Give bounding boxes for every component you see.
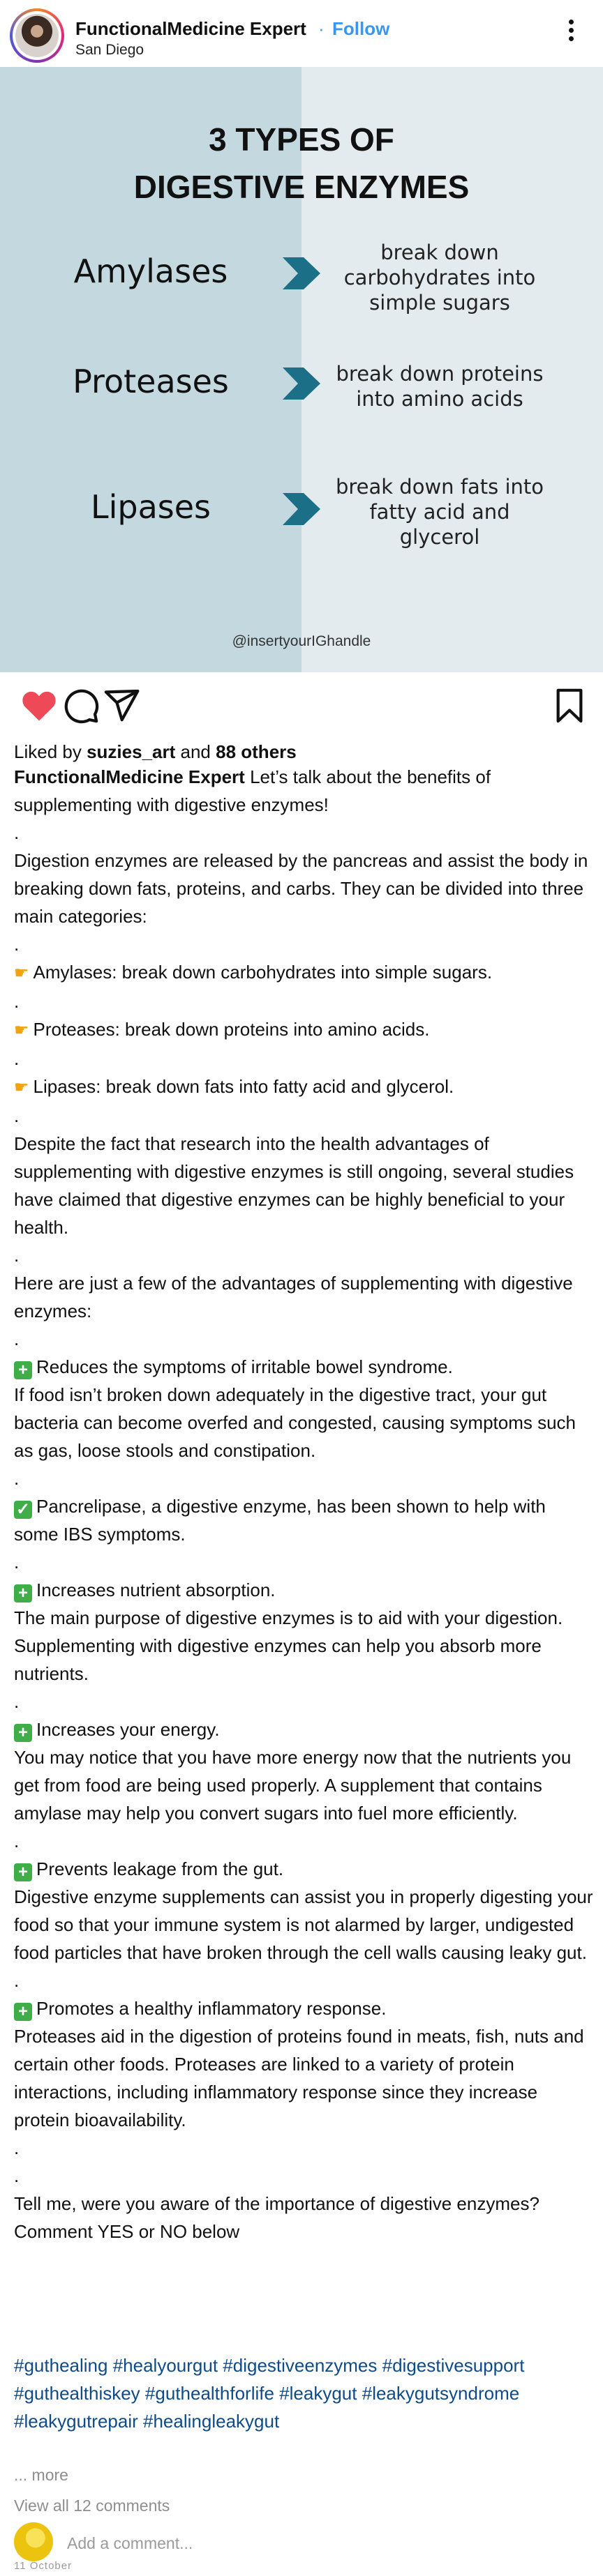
post-image[interactable] xyxy=(0,67,603,672)
caption-heading-inflammatory: Promotes a healthy inflammatory response. xyxy=(36,1998,387,2019)
hashtags xyxy=(14,2351,593,2435)
caption-digestion: Digestion enzymes are released by the pancreas and assist the body in breaking down fats, proteins, and carbs. They can be divided into three main categories: xyxy=(14,850,593,927)
post-header xyxy=(0,0,603,67)
caption-bullet-lipases: Lipases: break down fats into fatty acid and glycerol. xyxy=(33,1076,454,1097)
caption-dot: . xyxy=(14,934,20,955)
arrow-right-icon xyxy=(283,493,320,525)
location[interactable]: San Diego xyxy=(75,42,144,58)
more-link[interactable]: ... more xyxy=(14,2466,68,2484)
check-box-icon: ✓ xyxy=(14,1501,32,1519)
caption-heading-nutrient: Increases nutrient absorption. xyxy=(36,1579,276,1600)
pointing-hand-icon: ☛ xyxy=(14,964,29,983)
plus-box-icon: + xyxy=(14,1724,32,1742)
enzyme-desc-amylases: break down carbohydrates into simple sugars xyxy=(343,241,536,315)
caption-dot: . xyxy=(14,1552,20,1573)
caption-dot: . xyxy=(14,2137,20,2158)
caption-dot: . xyxy=(14,1328,20,1349)
caption-leakage: Digestive enzyme supplements can assist you in properly digesting your food so that your immune system is not alarmed by larger, undigested food particles that have broken through the cell walls causing leaky gut. xyxy=(14,1886,598,1963)
caption-question: Tell me, were you aware of the importance of digestive enzymes? Comment YES or NO below xyxy=(14,2193,545,2242)
arrow-right-icon xyxy=(283,368,320,400)
separator-dot: · xyxy=(318,18,325,39)
caption-dot: . xyxy=(14,822,20,843)
comment-icon[interactable] xyxy=(61,686,100,725)
caption-dot: . xyxy=(14,2165,20,2186)
pointing-hand-icon: ☛ xyxy=(14,1021,29,1040)
action-bar xyxy=(0,672,603,742)
caption-advantages: Here are just a few of the advantages of supplementing with digestive enzymes: xyxy=(14,1273,578,1321)
hashtag[interactable]: #digestivesupport xyxy=(382,2355,525,2376)
caption-username[interactable]: FunctionalMedicine Expert xyxy=(14,766,245,787)
caption-inflammatory: Proteases aid in the digestion of proteins found in meats, fish, nuts and certain other foods. Proteases are linked to a variety of protein interactions, including inflammatory response since they increase protein bioavailability. xyxy=(14,2026,589,2130)
plus-box-icon: + xyxy=(14,1863,32,1881)
caption-heading-energy: Increases your energy. xyxy=(36,1719,220,1740)
plus-box-icon: + xyxy=(14,2003,32,2021)
hashtag[interactable]: #healingleakygut xyxy=(143,2411,280,2432)
caption-energy: You may notice that you have more energy now that the nutrients you get from food are being used properly. A supplement that contains amylase may help you convert sugars into fuel more efficiently. xyxy=(14,1747,576,1824)
caption-dot: . xyxy=(14,1831,20,1851)
caption-dot: . xyxy=(14,1245,20,1266)
hashtag[interactable]: #guthealthforlife xyxy=(144,2383,274,2404)
enzyme-desc-proteases: break down proteins into amino acids xyxy=(336,362,544,411)
pointing-hand-icon: ☛ xyxy=(14,1078,29,1097)
hashtag[interactable]: #guthealing xyxy=(14,2355,108,2376)
hashtag[interactable]: #leakygutrepair xyxy=(14,2411,138,2432)
caption-pancrelipase: Pancrelipase, a digestive enzyme, has been shown to help with some IBS symptoms. xyxy=(14,1496,551,1545)
hashtag[interactable]: #digestiveenzymes xyxy=(223,2355,378,2376)
caption-nutrient: The main purpose of digestive enzymes is to aid with your digestion. Supplementing with digestive enzymes can help you absorb more nutrients. xyxy=(14,1607,568,1684)
more-vertical-icon[interactable] xyxy=(564,20,578,47)
enzyme-name-amylases: Amylases xyxy=(73,252,228,290)
hashtag[interactable]: #leakygut xyxy=(279,2383,357,2404)
plus-box-icon: + xyxy=(14,1584,32,1603)
bookmark-icon[interactable] xyxy=(550,686,589,725)
enzyme-name-lipases: Lipases xyxy=(90,488,211,526)
caption-dot: . xyxy=(14,1691,20,1712)
username[interactable]: FunctionalMedicine Expert xyxy=(75,18,306,39)
hashtag[interactable]: #guthealthiskey xyxy=(14,2383,140,2404)
caption-dot: . xyxy=(14,1970,20,1991)
image-title: 3 TYPES OF DIGESTIVE ENZYMES xyxy=(133,121,470,205)
post-date: 11 October xyxy=(14,2560,73,2572)
caption-intro: Let’s talk about the benefits of supplementing with digestive enzymes! xyxy=(14,766,496,815)
caption-ibs: If food isn’t broken down adequately in the digestive tract, your gut bacteria can become overfed and congested, causing symptoms such as gas, loose stools and constipation. xyxy=(14,1384,581,1461)
caption-dot: . xyxy=(14,991,20,1012)
caption-dot: . xyxy=(14,1468,20,1489)
avatar xyxy=(14,2522,53,2561)
enzyme-desc-lipases: break down fats into fatty acid and glycerol xyxy=(335,475,544,549)
enzyme-name-proteases: Proteases xyxy=(73,363,229,400)
caption-research: Despite the fact that research into the health advantages of supplementing with digestive enzymes is still ongoing, several studies have claimed that digestive enzymes can be highly beneficial to your health. xyxy=(14,1133,579,1238)
likes-joiner: and xyxy=(180,741,211,762)
caption-dot: . xyxy=(14,1105,20,1126)
share-icon[interactable] xyxy=(102,686,141,725)
view-comments-link[interactable]: View all 12 comments xyxy=(14,2497,170,2515)
arrow-right-icon xyxy=(283,257,320,289)
liked-by-user[interactable]: suzies_art xyxy=(87,741,176,762)
add-comment-row xyxy=(14,2522,589,2564)
comment-input[interactable] xyxy=(67,2532,556,2554)
heart-icon[interactable] xyxy=(20,686,59,725)
likes-line xyxy=(14,741,297,763)
hashtag[interactable]: #leakygutsyndrome xyxy=(362,2383,520,2404)
caption-bullet-proteases: Proteases: break down proteins into amino acids. xyxy=(33,1019,430,1040)
likes-others[interactable]: 88 others xyxy=(216,741,297,762)
hashtag[interactable]: #healyourgut xyxy=(112,2355,218,2376)
caption-heading-ibs: Reduces the symptoms of irritable bowel syndrome. xyxy=(36,1356,453,1377)
caption-dot: . xyxy=(14,1048,20,1069)
post-caption xyxy=(14,763,598,2245)
likes-prefix: Liked by xyxy=(14,741,82,762)
plus-box-icon: + xyxy=(14,1361,32,1379)
caption-bullet-amylases: Amylases: break down carbohydrates into simple sugars. xyxy=(33,962,493,983)
follow-button[interactable]: Follow xyxy=(332,18,390,39)
profile-avatar[interactable] xyxy=(10,8,64,63)
image-handle: @insertyourIGhandle xyxy=(232,633,371,649)
caption-heading-leakage: Prevents leakage from the gut. xyxy=(36,1858,284,1879)
